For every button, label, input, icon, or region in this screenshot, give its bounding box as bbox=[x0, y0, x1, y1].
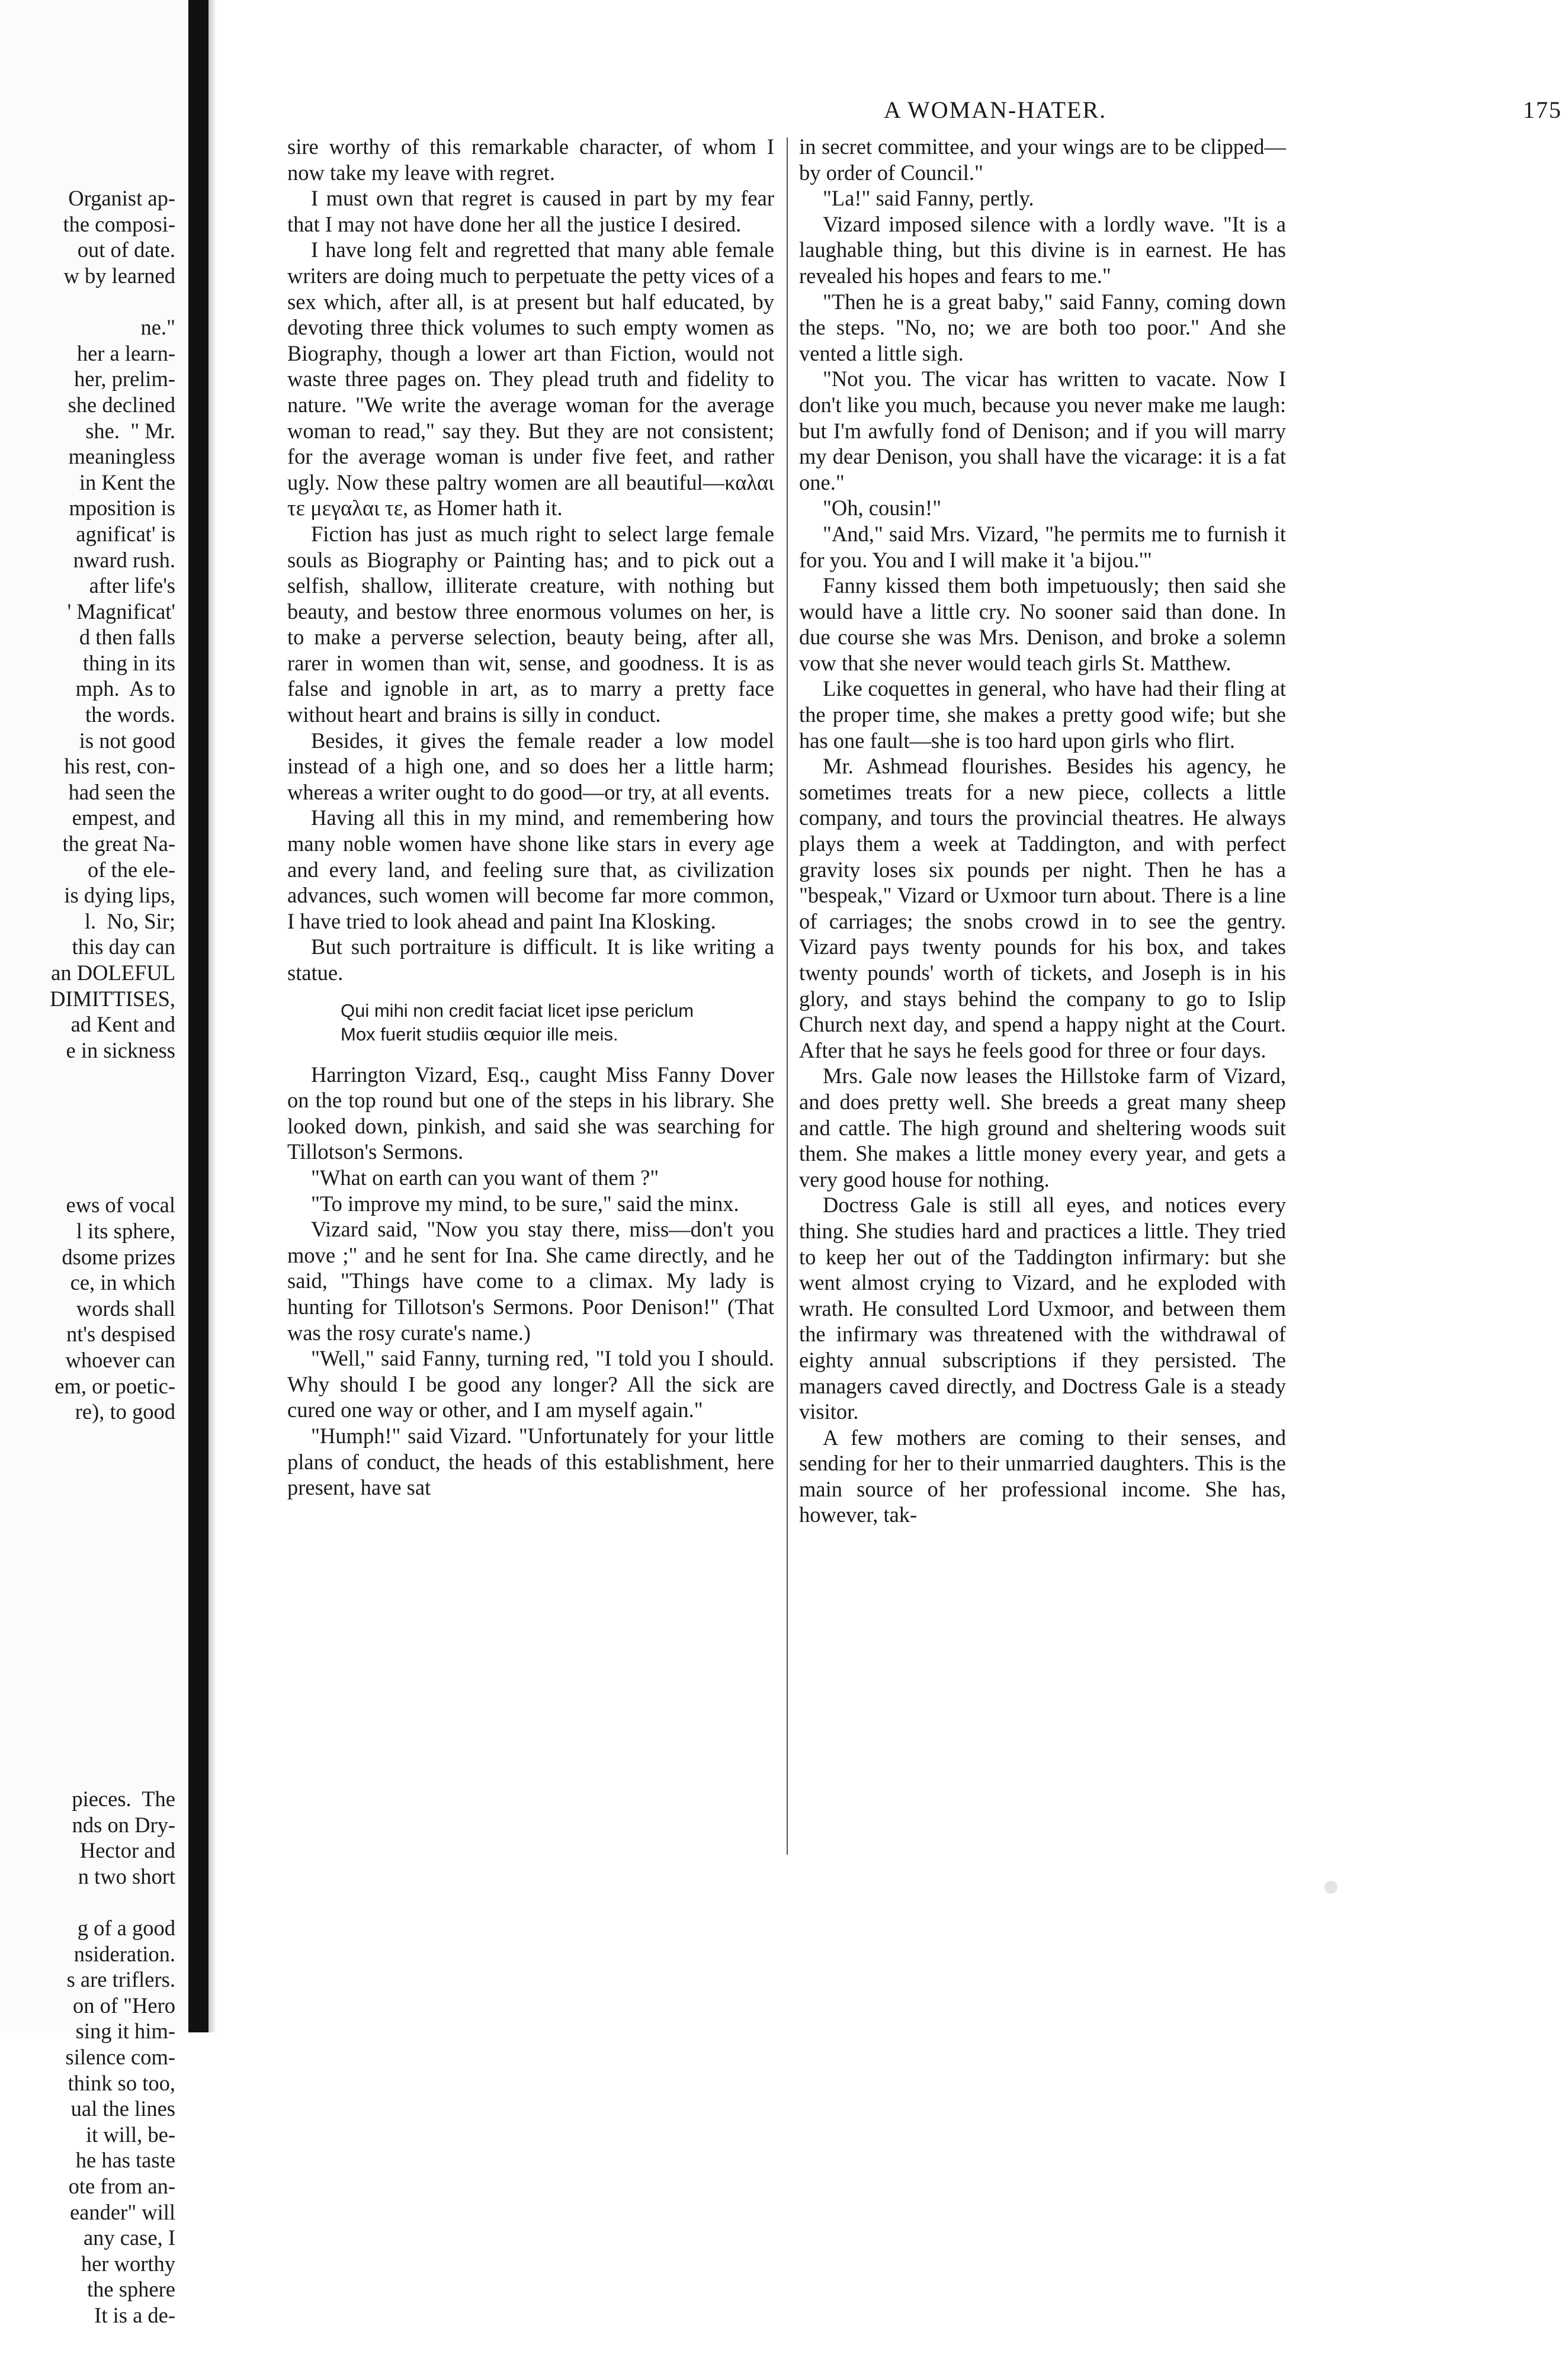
paragraph: Vizard imposed silence with a lordly wave. "It is a laughable thing, but this divine is in earnest. He has revealed his hopes and fears to me." bbox=[799, 211, 1286, 288]
facing-line: ce, in which bbox=[70, 1270, 175, 1295]
facing-line: thing in its bbox=[82, 650, 175, 675]
paragraph: "Oh, cousin!" bbox=[823, 496, 942, 521]
paragraph: I must own that regret is caused in part by my fear that I may not have done her all the justice I desired. bbox=[287, 186, 774, 236]
facing-line: she declined bbox=[68, 392, 175, 417]
paragraph: Vizard said, "Now you stay there, miss—don't you move ;" and he sent for Ina. She came directly, and he said, "Things have come to a climax. My lady is hunting for Tillotson's Sermons. Poor Denison!" (That was the rosy curate's name.) bbox=[287, 1217, 774, 1345]
paragraph: sire worthy of this remarkable character, of whom I now take my leave with regret. bbox=[287, 134, 774, 185]
facing-line: sing it him- bbox=[75, 2019, 175, 2044]
paragraph: I have long felt and regretted that many able female writers are doing much to perpetuate the petty vices of a sex which, after all, is at present but half educated, by devoting three thick volumes to such empty women as Biography, though a lower art than Fiction, would not waste three pages on. They plead truth and fidelity to nature. "We write the average woman for the average woman to read," say they. But they are not consistent; for the average woman is under five feet, and rather ugly. Now these paltry women are all beautiful—καλαι τε μεγαλαι τε, as Homer hath it. bbox=[287, 237, 774, 521]
facing-line: e in sickness bbox=[66, 1038, 175, 1062]
facing-line: silence com- bbox=[65, 2044, 175, 2069]
right-column-paragraphs bbox=[799, 134, 1286, 1528]
facing-line: her, prelim- bbox=[74, 367, 175, 391]
facing-page-lines-middle bbox=[0, 1192, 175, 1424]
facing-line: meaningless bbox=[68, 444, 175, 469]
facing-line: nds on Dry- bbox=[72, 1812, 175, 1837]
page-number: 175 bbox=[1523, 97, 1562, 123]
facing-line: mposition is bbox=[69, 496, 175, 521]
facing-line: ' Magnificat' bbox=[67, 599, 175, 624]
facing-line: on of "Hero bbox=[72, 1993, 175, 2018]
facing-line: g of a good bbox=[77, 1915, 175, 1940]
paragraph: "Well," said Fanny, turning red, "I told you I should. Why should I be good any longer? All the sick are cured one way or other, and I am myself again." bbox=[287, 1346, 774, 1422]
paper-blemish bbox=[1324, 1881, 1338, 1894]
facing-line: after life's bbox=[89, 573, 175, 598]
facing-line bbox=[0, 1889, 175, 1915]
running-title: A WOMAN-HATER. bbox=[884, 97, 1107, 123]
gutter-shadow bbox=[209, 0, 217, 2032]
facing-line: agnificat' is bbox=[76, 521, 175, 546]
paragraph: Fanny kissed them both impetuously; then said she would have a little cry. No sooner said than done. In due course she was Mrs. Denison, and broke a solemn vow that she never would teach girls St. Matthew. bbox=[799, 573, 1286, 675]
facing-line: ote from an- bbox=[68, 2173, 175, 2198]
paragraph: "And," said Mrs. Vizard, "he permits me to furnish it for you. You and I will make it 'a bijou.'" bbox=[799, 521, 1286, 572]
facing-line: eander" will bbox=[69, 2199, 175, 2224]
facing-line: ews of vocal bbox=[66, 1193, 175, 1218]
facing-line: out of date. bbox=[77, 237, 175, 262]
paragraph: "What on earth can you want of them ?" bbox=[311, 1165, 659, 1190]
paragraph: Having all this in my mind, and remembering how many noble women have shone like stars in every age and every land, and feeling sure that, as civilization advances, such women will become far more common, I have tried to look ahead and paint Ina Klosking. bbox=[287, 805, 774, 933]
facing-line: his rest, con- bbox=[64, 754, 175, 779]
facing-line: any case, I bbox=[83, 2225, 175, 2250]
facing-line: it will, be- bbox=[85, 2122, 175, 2147]
facing-line: nt's despised bbox=[66, 1322, 175, 1347]
facing-line: in Kent the bbox=[79, 470, 175, 494]
paragraph: Harrington Vizard, Esq., caught Miss Fanny Dover on the top round but one of the steps in his library. She looked down, pinkish, and said she was searching for Tillotson's Sermons. bbox=[287, 1062, 774, 1164]
facing-line: an DOLEFUL bbox=[51, 961, 175, 985]
book-gutter bbox=[188, 0, 209, 2032]
paragraph: A few mothers are coming to their senses, and sending for her to their unmarried daughters. This is the main source of her professional income. She has, however, tak- bbox=[799, 1425, 1286, 1527]
facing-line: the sphere bbox=[87, 2277, 175, 2302]
facing-line: nsideration. bbox=[73, 1941, 175, 1966]
facing-line: It is a de- bbox=[94, 2302, 175, 2327]
paragraph: "Not you. The vicar has written to vacate. Now I don't like you much, because you never make me laugh: but I'm awfully fond of Denison; and if you will marry my dear Denison, you shall have the vicarage: it is a fat one." bbox=[799, 367, 1286, 494]
paragraph: "La!" said Fanny, pertly. bbox=[823, 186, 1034, 211]
column-rule bbox=[787, 137, 788, 1855]
facing-line: dsome prizes bbox=[62, 1244, 175, 1269]
facing-line: nward rush. bbox=[73, 547, 175, 572]
facing-line: words shall bbox=[76, 1296, 175, 1321]
facing-line: her a learn- bbox=[76, 341, 175, 365]
epigraph-line: Mox fuerit studiis œquior ille meis. bbox=[341, 1023, 618, 1045]
facing-page-lines-bottom bbox=[0, 1786, 175, 2328]
facing-line: l its sphere, bbox=[76, 1218, 175, 1243]
facing-line: is not good bbox=[79, 728, 175, 753]
facing-line: d then falls bbox=[79, 625, 175, 650]
facing-line: her worthy bbox=[81, 2251, 175, 2276]
paragraph: "Then he is a great baby," said Fanny, coming down the steps. "No, no; we are both too poor." And she vented a little sigh. bbox=[799, 289, 1286, 365]
latin-epigraph bbox=[341, 999, 774, 1046]
paragraph: Like coquettes in general, who have had their fling at the proper time, she makes a pretty good wife; but she has one fault—she is too hard upon girls who flirt. bbox=[799, 676, 1286, 753]
facing-line: ad Kent and bbox=[70, 1012, 175, 1037]
facing-line: Organist ap- bbox=[68, 186, 175, 211]
facing-page-fragment bbox=[0, 0, 188, 2327]
facing-line: s are triflers. bbox=[66, 1967, 175, 1992]
left-column-paragraphs-after bbox=[287, 1062, 774, 1501]
facing-line: re), to good bbox=[75, 1399, 175, 1424]
facing-line: em, or poetic- bbox=[54, 1373, 175, 1398]
text-column-right bbox=[799, 134, 1286, 1528]
facing-line: he has taste bbox=[75, 2148, 175, 2173]
facing-line: DIMITTISES, bbox=[50, 986, 175, 1011]
epigraph-line: Qui mihi non credit faciat licet ipse periclum bbox=[341, 1000, 694, 1021]
facing-line: is dying lips, bbox=[64, 883, 175, 908]
facing-line: had seen the bbox=[68, 779, 175, 804]
paragraph: Mrs. Gale now leases the Hillstoke farm of Vizard, and does pretty well. She breeds a great many sheep and cattle. The high ground and sheltering woods suit them. She makes a little money every year, and gets a very good house for nothing. bbox=[799, 1064, 1286, 1191]
facing-line bbox=[0, 289, 175, 315]
book-page bbox=[217, 0, 1562, 2032]
facing-line: the composi- bbox=[63, 211, 175, 236]
facing-line: Hector and bbox=[79, 1838, 175, 1863]
facing-line: ne." bbox=[140, 315, 175, 340]
facing-line: think so too, bbox=[68, 2070, 175, 2095]
paragraph: in secret committee, and your wings are to be clipped—by order of Council." bbox=[799, 134, 1286, 185]
facing-line: she. " Mr. bbox=[85, 418, 175, 443]
facing-page-lines-top bbox=[0, 185, 175, 1063]
page-header bbox=[501, 96, 1562, 128]
facing-line: the great Na- bbox=[62, 831, 175, 856]
facing-line: pieces. The bbox=[72, 1787, 175, 1811]
facing-line: this day can bbox=[72, 934, 175, 959]
facing-line: l. No, Sir; bbox=[84, 908, 175, 933]
paragraph: Mr. Ashmead flourishes. Besides his agency, he sometimes treats for a new piece, collects a little company, and tours the provincial theatres. He always plays them a week at Taddington, and with perfect gravity loses six pounds per night. Then he has a "bespeak," Vizard or Uxmoor turn about. There is a line of carriages; the snobs crowd in to see the gentry. Vizard pays twenty pounds for his box, and takes twenty pounds' worth of tickets, and Joseph is in his glory, and stays behind the company to go to Islip Church next day, and spend a happy night at the Court. After that he says he feels good for three or four days. bbox=[799, 754, 1286, 1062]
facing-page-text bbox=[0, 134, 175, 2380]
facing-line: whoever can bbox=[65, 1347, 175, 1372]
paragraph: But such portraiture is difficult. It is like writing a statue. bbox=[287, 934, 774, 985]
facing-line: w by learned bbox=[63, 263, 175, 288]
facing-line: the words. bbox=[85, 702, 175, 727]
facing-line: empest, and bbox=[72, 805, 175, 830]
facing-line: of the ele- bbox=[88, 857, 175, 882]
left-column-paragraphs bbox=[287, 134, 774, 986]
paragraph: Fiction has just as much right to select large female souls as Biography or Painting has; and to pick out a selfish, shallow, illiterate creature, with nothing but beauty, and bestow three enormous volumes on her, is to make a perverse selection, beauty being, after all, rarer in women than wit, sense, and goodness. It is as false and ignoble in art, as to marry a pretty face without heart and brains is silly in conduct. bbox=[287, 521, 774, 727]
text-column-left bbox=[287, 134, 774, 1501]
paragraph: "To improve my mind, to be sure," said the minx. bbox=[311, 1191, 739, 1216]
paragraph: "Humph!" said Vizard. "Unfortunately for your little plans of conduct, the heads of this establishment, here present, have sat bbox=[287, 1423, 774, 1500]
paragraph: Doctress Gale is still all eyes, and notices every thing. She studies hard and practices a little. They tried to keep her out of the Taddington infirmary: but she went almost crying to Vizard, and he exploded with wrath. He consulted Lord Uxmoor, and between them the infirmary was threatened with the withdrawal of eighty annual subscriptions if they persisted. The managers caved directly, and Doctress Gale is a steady visitor. bbox=[799, 1193, 1286, 1424]
facing-line: mph. As to bbox=[75, 676, 175, 701]
facing-line: ual the lines bbox=[70, 2096, 175, 2121]
paragraph: Besides, it gives the female reader a low model instead of a high one, and so does her a little harm; whereas a writer ought to do good—or try, at all events. bbox=[287, 728, 774, 804]
facing-line: n two short bbox=[78, 1864, 175, 1888]
